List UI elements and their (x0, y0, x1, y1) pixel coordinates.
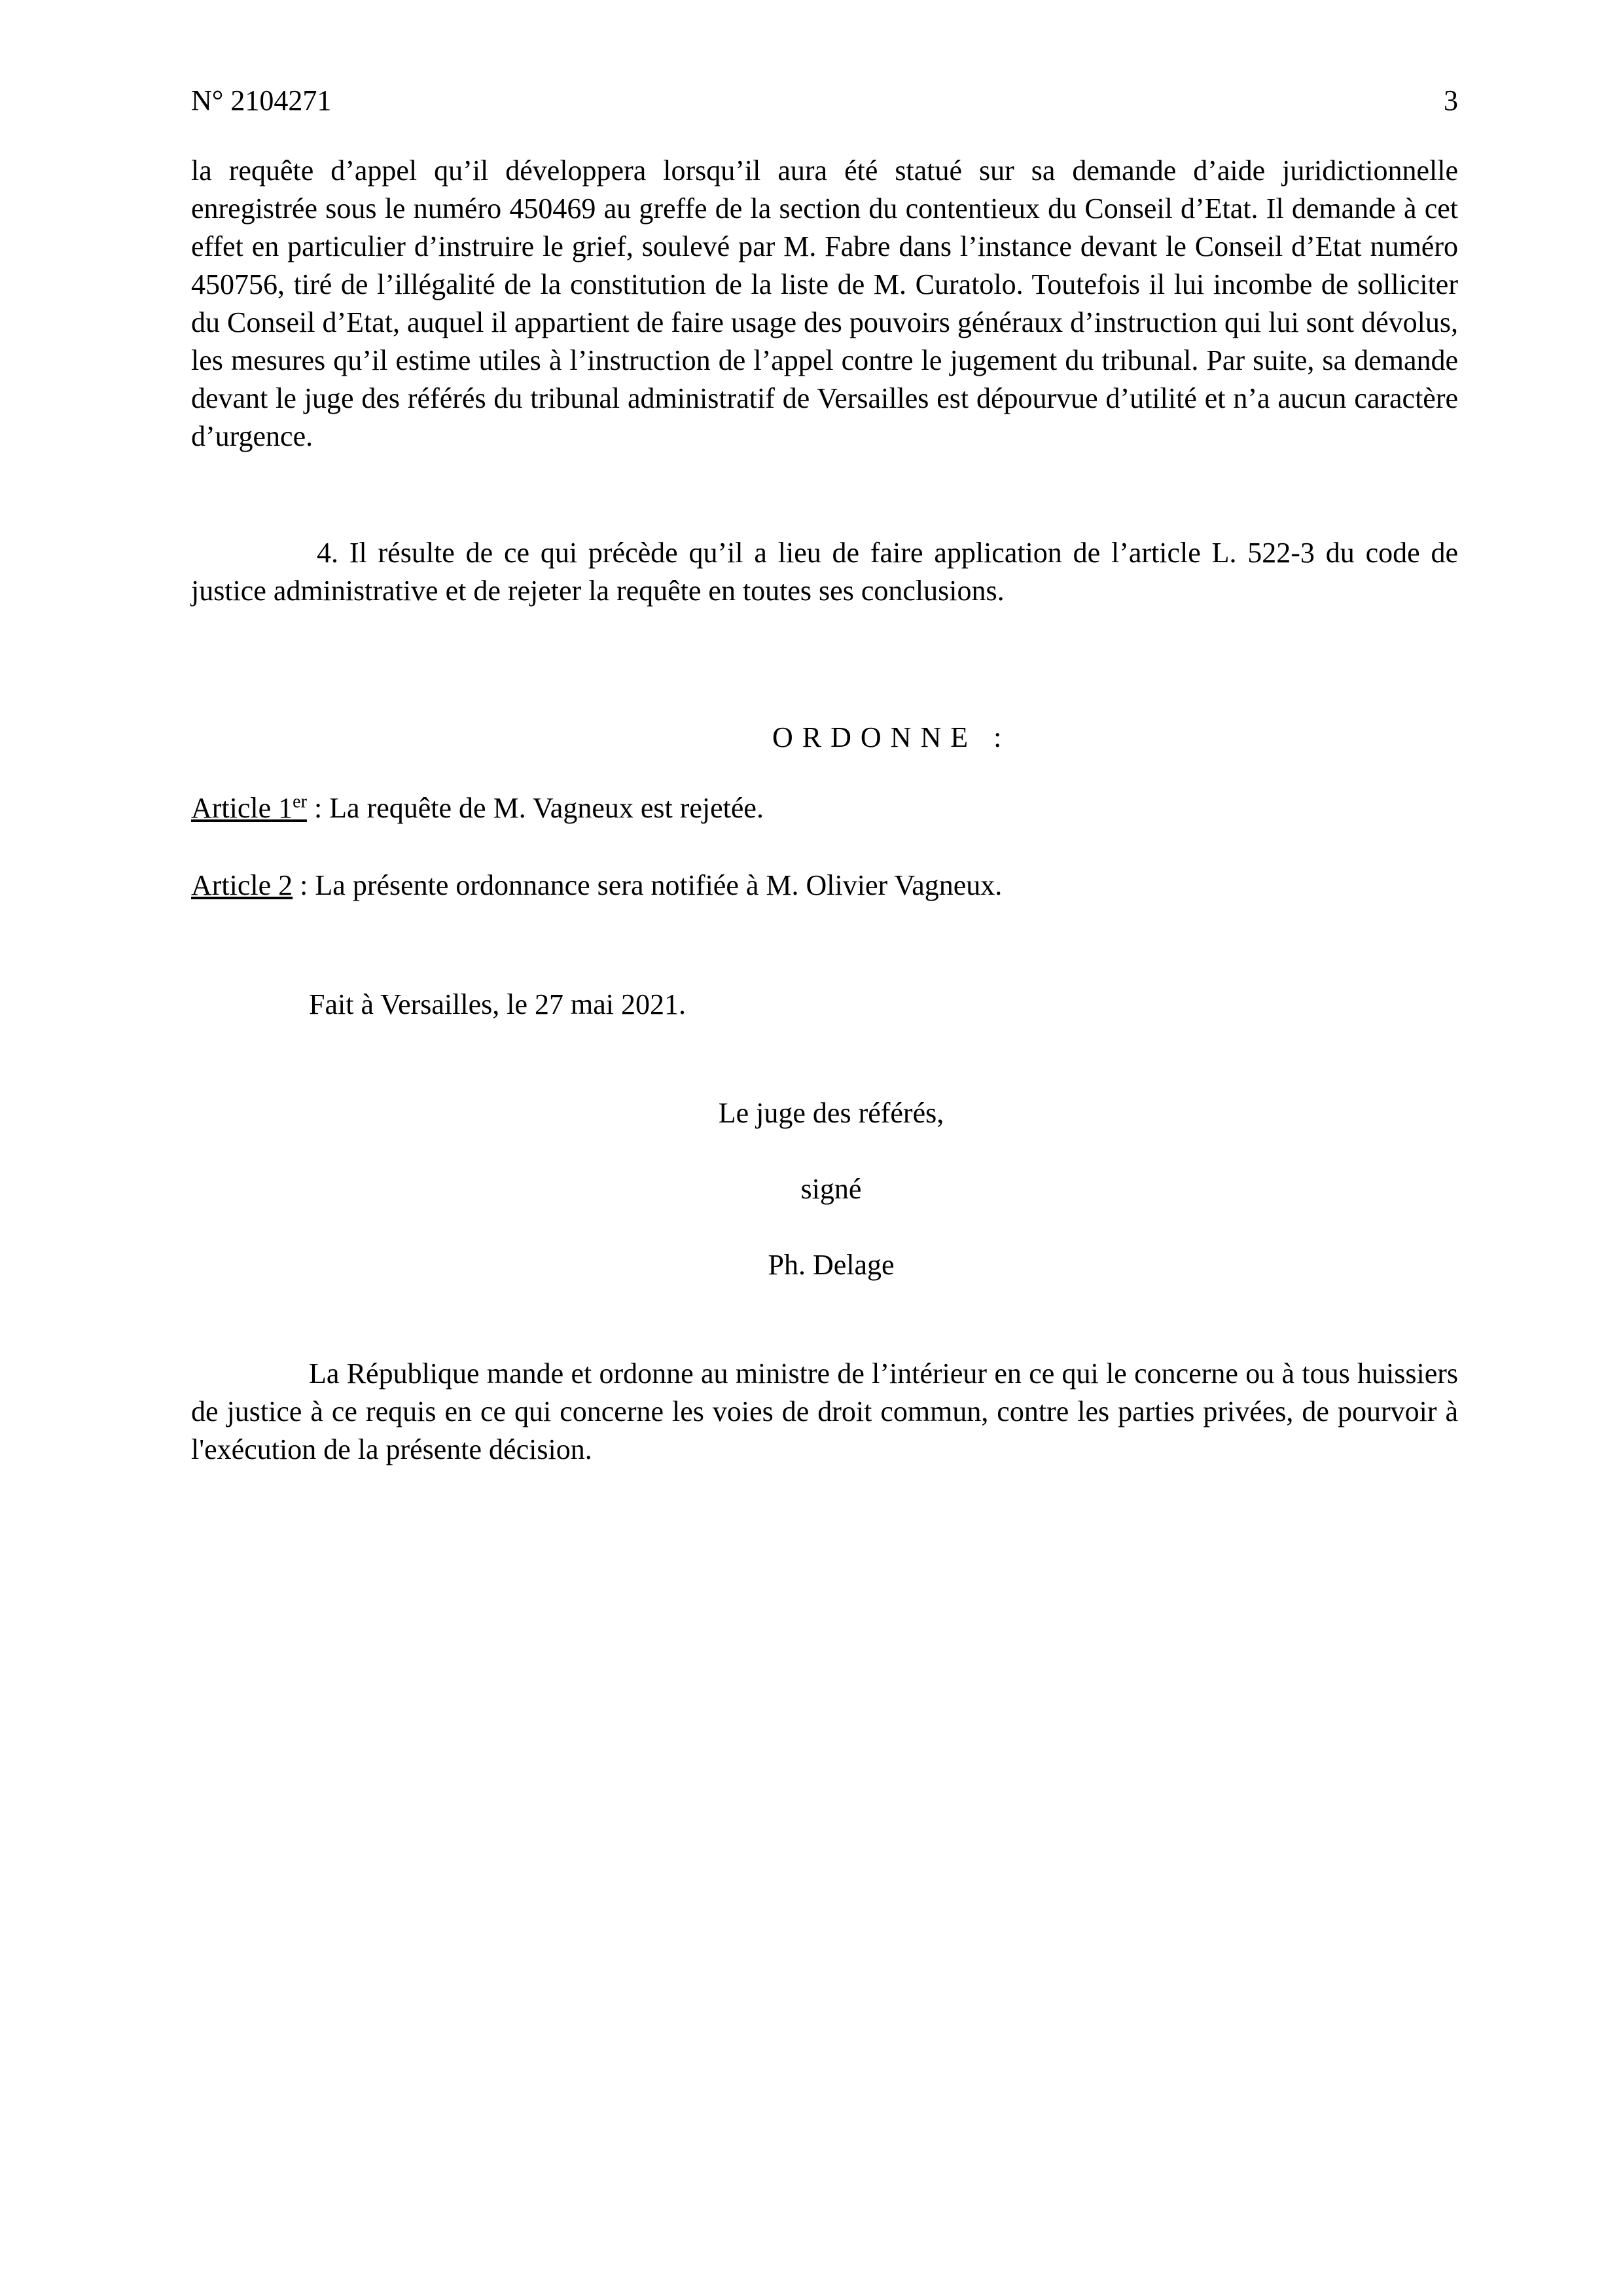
article-2-separator: : (293, 869, 315, 901)
page-header (191, 82, 1458, 121)
signature-title: Le juge des référés, (718, 1097, 944, 1129)
paragraph-3-continuation: la requête d’appel qu’il développera lorsqu’il aura été statué sur sa demande d’aide juridictionnelle enregistrée sous le numéro 450469 au greffe de la section du contentieux du Conseil d’Etat. Il demande à cet effet en particulier d’instruire le grief, soulevé par M. Fabre dans l’instance devant le Conseil d’Etat numéro 450756, tiré de l’illégalité de la constitution de la liste de M. Curatolo. Toutefois il lui incombe de solliciter du Conseil d’Etat, auquel il appartient de faire usage des pouvoirs généraux d’instruction qui lui sont dévolus, les mesures qu’il estime utiles à l’instruction de l’appel contre le jugement du tribunal. Par suite, sa demande devant le juge des référés du tribunal administratif de Versailles est dépourvue d’utilité et n’a aucun caractère d’urgence. (191, 154, 1458, 452)
executory-formula: La République mande et ordonne au ministre de l’intérieur en ce qui le concerne ou à tous huissiers de justice à ce requis en ce qui concerne les voies de droit commun, contre les parties privées, de pourvoir à l'exécution de la présente décision. (191, 1357, 1458, 1465)
paragraph-4: 4. Il résulte de ce qui précède qu’il a lieu de faire application de l’article L. 522-3 du code de justice administrative et de rejeter la requête en toutes ses conclusions. (191, 537, 1458, 607)
case-number: N° 2104271 (191, 84, 332, 117)
signature-name: Ph. Delage (768, 1249, 895, 1281)
article-1-label (191, 792, 307, 824)
article-2-text: La présente ordonnance sera notifiée à M. Olivier Vagneux. (315, 869, 1003, 901)
article-2 (191, 867, 1458, 905)
article-2-label: Article 2 (191, 869, 293, 901)
article-1-label-text: Article 1 (191, 792, 293, 824)
article-1-separator: : (306, 792, 330, 824)
article-1-text: La requête de M. Vagneux est rejetée. (329, 792, 764, 824)
article-1 (191, 789, 1458, 827)
page-number: 3 (1444, 84, 1458, 117)
place-and-date: Fait à Versailles, le 27 mai 2021. (309, 988, 686, 1020)
article-1-label-superscript: er (293, 791, 307, 812)
ordonne-heading: ORDONNE : (772, 721, 1011, 753)
signature-signed: signé (800, 1173, 862, 1205)
